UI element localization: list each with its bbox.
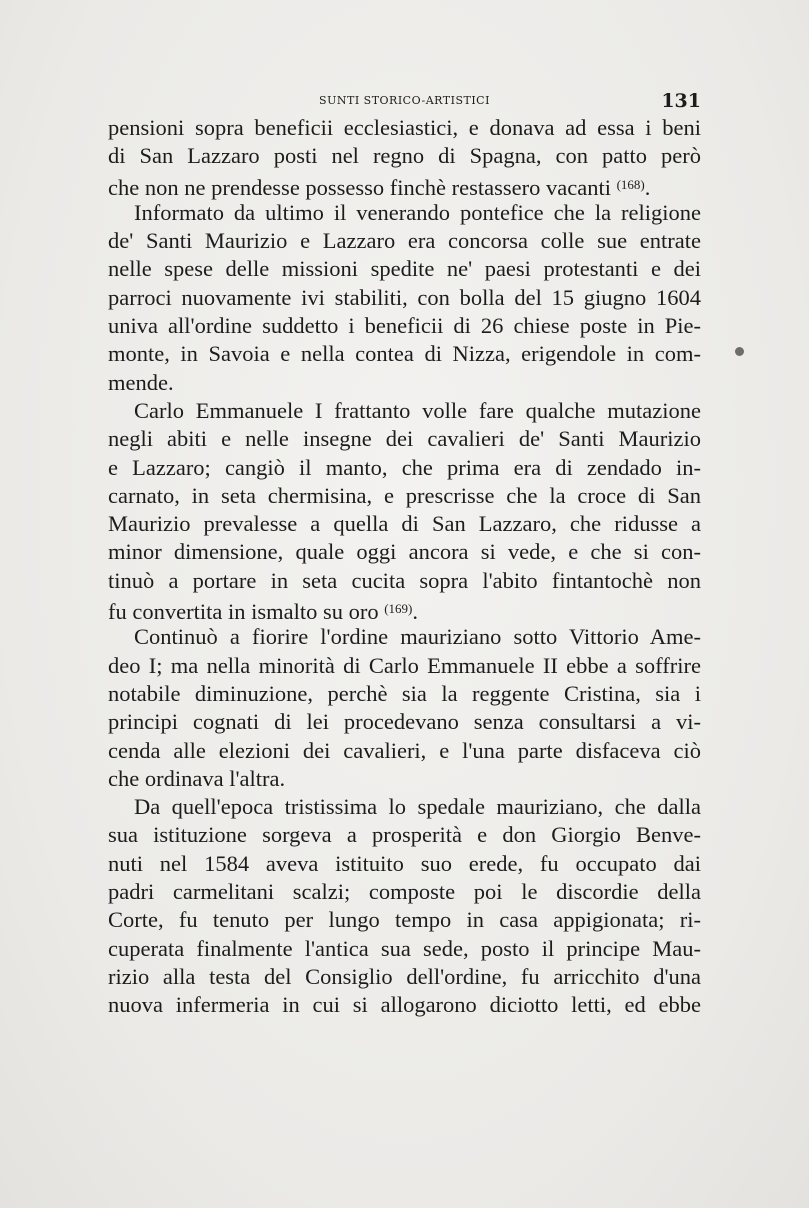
text-line: nelle spese delle missioni spedite ne' paesi protestanti e dei: [108, 256, 701, 282]
body-text: [108, 114, 701, 1020]
text-line: tinuò a portare in seta cucita sopra l'abito fintantochè non: [108, 567, 701, 593]
text-line: Maurizio prevalesse a quella di San Lazzaro, che ridusse a: [108, 511, 701, 537]
text-line: pensioni sopra beneficii ecclesiastici, e donava ad essa i beni: [108, 115, 701, 140]
text-line: Carlo Emmanuele I frattanto volle fare qualche mutazione: [134, 397, 701, 423]
text-line: Informato da ultimo il venerando pontefice che la religione: [134, 199, 701, 225]
text-line: nuova infermeria in cui si allogarono diciotto letti, ed ebbe: [108, 992, 701, 1018]
text-line: sua istituzione sorgeva a prosperità e don Giorgio Benve-: [108, 822, 701, 848]
text-line: deo I; ma nella minorità di Carlo Emmanuele II ebbe a soffrire: [108, 652, 701, 678]
text-line: fu convertita in ismalto su oro $^{(169)}$.: [108, 599, 418, 625]
text-line: padri carmelitani scalzi; composte poi le discordie della: [108, 879, 701, 905]
text-line: negli abiti e nelle insegne dei cavalieri de' Santi Maurizio: [108, 426, 701, 452]
text-line: principi cognati di lei procedevano senza consultarsi a vi-: [108, 709, 701, 735]
text-line: monte, in Savoia e nella contea di Nizza, erigendole in com-: [108, 341, 701, 367]
text-line: cenda alle elezioni dei cavalieri, e l'una parte disfaceva ciò: [108, 737, 701, 763]
page-number: 131: [661, 90, 701, 112]
text-line: che non ne prendesse possesso finchè restassero vacanti $^{(168)}$.: [108, 174, 651, 200]
text-line: notabile diminuzione, perchè sia la reggente Cristina, sia i: [108, 680, 701, 706]
text-line: minor dimensione, quale oggi ancora si vede, e che si con-: [108, 539, 701, 565]
text-line: univa all'ordine suddetto i beneficii di 26 chiese poste in Pie-: [108, 313, 701, 339]
text-line: Da quell'epoca tristissima lo spedale mauriziano, che dalla: [134, 794, 701, 820]
text-line: mende.: [108, 369, 174, 395]
text-line: che ordinava l'altra.: [108, 765, 286, 791]
text-line: e Lazzaro; cangiò il manto, che prima era di zendado in-: [108, 454, 701, 480]
text-line: cuperata finalmente l'antica sua sede, posto il principe Mau-: [108, 935, 701, 961]
footnote-ref: (169): [384, 601, 413, 617]
text-line: Corte, fu tenuto per lungo tempo in casa appigionata; ri-: [108, 907, 701, 933]
running-title: SUNTI STORICO-ARTISTICI: [319, 94, 490, 107]
text-line: parroci nuovamente ivi stabiliti, con bolla del 15 giugno 1604: [108, 284, 701, 310]
footnote-ref: (168): [616, 176, 645, 192]
text-line: de' Santi Maurizio e Lazzaro era concorsa colle sue entrate: [108, 228, 701, 254]
text-line: di San Lazzaro posti nel regno di Spagna, con patto però: [108, 143, 701, 169]
text-line: carnato, in seta chermisina, e prescrisse che la croce di San: [108, 482, 701, 508]
text-line: Continuò a fiorire l'ordine mauriziano sotto Vittorio Ame-: [134, 624, 701, 650]
ink-spot: [735, 347, 744, 356]
running-head: [108, 90, 701, 112]
text-line: nuti nel 1584 aveva istituito suo erede, fu occupato dai: [108, 850, 701, 876]
text-line: rizio alla testa del Consiglio dell'ordine, fu arricchito d'una: [108, 963, 701, 989]
